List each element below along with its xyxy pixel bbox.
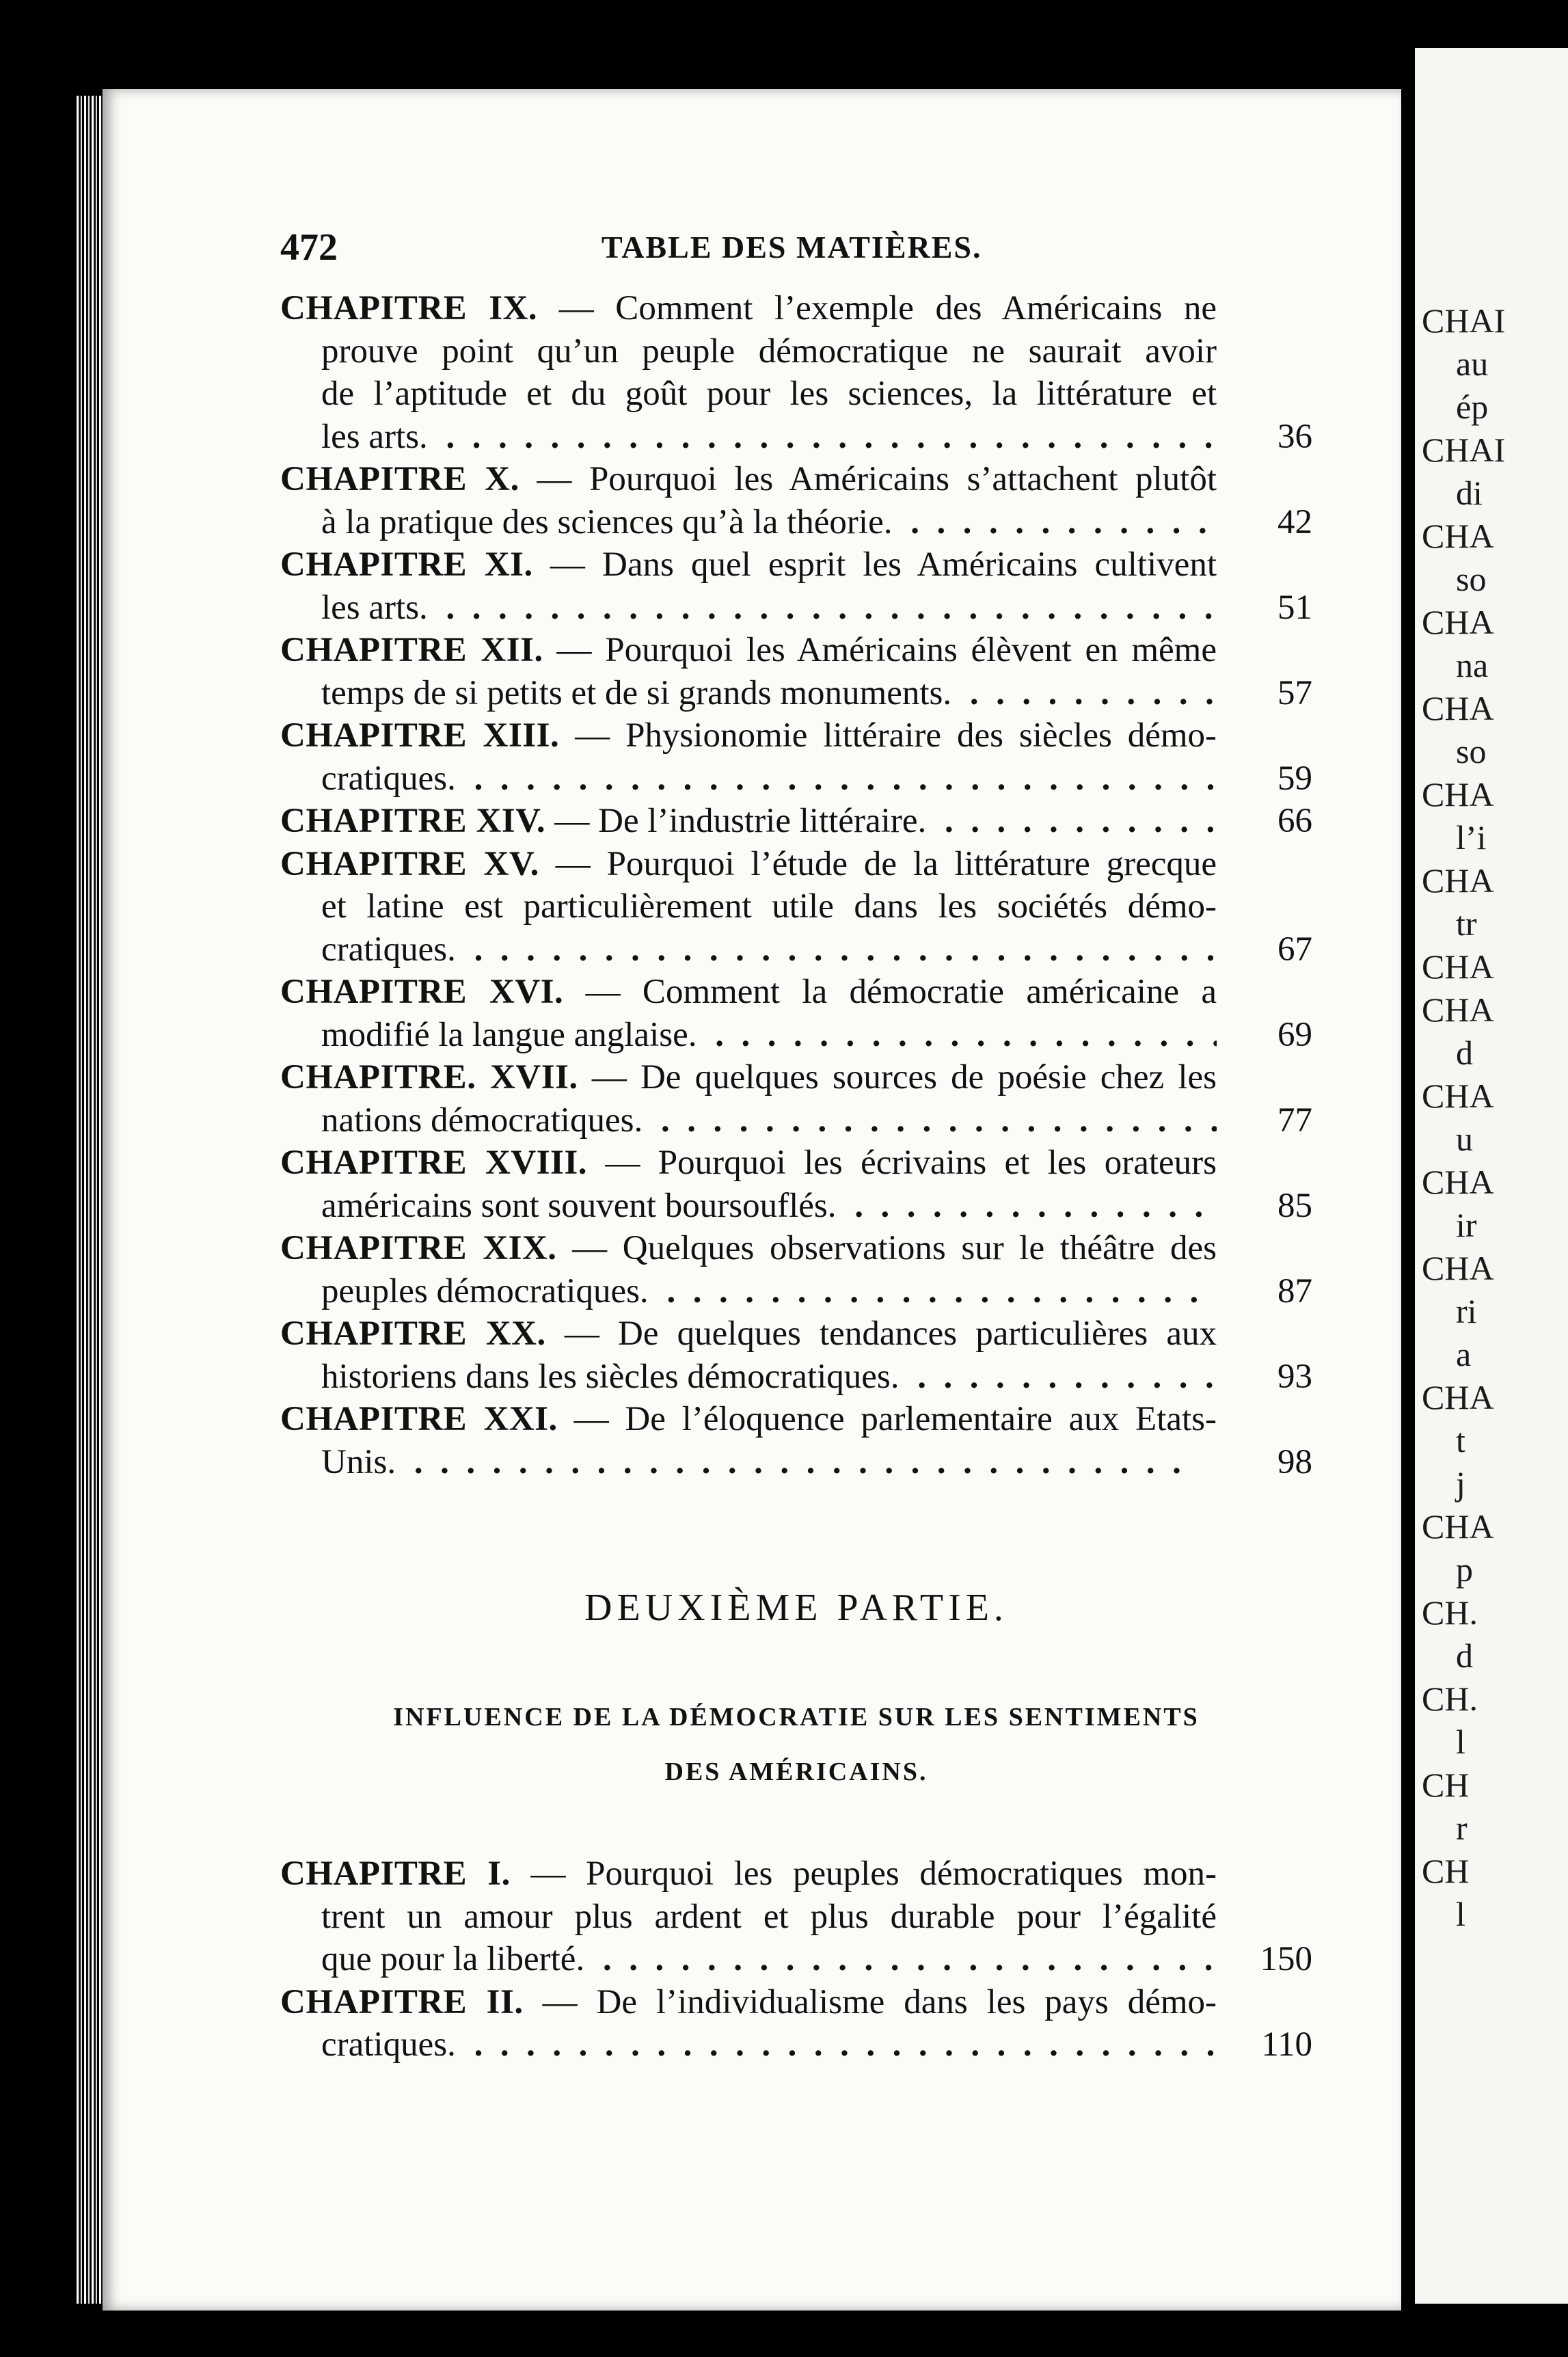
chapter-title-text: et latine est particulièrement utile dans les sociétés démo-: [321, 887, 1217, 926]
facing-page-fragment: l’i: [1456, 818, 1487, 857]
page-reference: 93: [1278, 1357, 1312, 1396]
chapter-heading: CHAPITRE. XVII.: [280, 1058, 578, 1096]
toc-entry-line: [280, 1312, 1217, 1356]
facing-page-fragment: d: [1456, 1034, 1473, 1072]
page-reference: 85: [1278, 1186, 1312, 1225]
facing-page-fragment: CHA: [1422, 1378, 1494, 1416]
chapter-title-text: — De l’éloquence parlementaire aux Etats-: [573, 1400, 1217, 1438]
chapter-heading: CHAPITRE XXI.: [280, 1400, 558, 1438]
dot-leader: [706, 1014, 1217, 1057]
toc-entry-line: [280, 1142, 1217, 1185]
chapter-title-text: Unis.: [321, 1442, 396, 1481]
toc-entry: [280, 1227, 1312, 1312]
toc-entry: [280, 1312, 1312, 1398]
facing-page-fragment: CHA: [1422, 861, 1494, 900]
page-reference: 57: [1278, 673, 1312, 712]
chapter-heading: CHAPITRE XV.: [280, 844, 539, 883]
facing-page-fragment: CH.: [1422, 1593, 1478, 1632]
chapter-heading: CHAPITRE I.: [280, 1855, 511, 1893]
facing-page-fragment: CHA: [1422, 689, 1494, 727]
facing-page-fragment: t: [1456, 1421, 1465, 1459]
page-reference: 87: [1278, 1271, 1312, 1310]
toc-entry-line: [280, 1853, 1217, 1896]
facing-page-fragment: ép: [1456, 388, 1489, 426]
chapter-title-text: — Pourquoi les écrivains et les orateurs: [605, 1144, 1217, 1182]
facing-page-fragment: CHA: [1422, 517, 1494, 555]
chapter-title-text: cratiques.: [321, 2025, 456, 2064]
page-reference: 42: [1278, 502, 1312, 541]
toc-entry-line: [280, 885, 1217, 928]
toc-entry-line: [280, 971, 1217, 1014]
chapter-title-text: que pour la liberté.: [321, 1940, 585, 1978]
facing-page-fragment: CH: [1422, 1766, 1470, 1804]
chapter-heading: CHAPITRE IX.: [280, 289, 538, 327]
toc-entry: [280, 629, 1312, 714]
chapter-title-text: — Pourquoi les Américains s’attachent plutôt: [537, 460, 1217, 498]
facing-page-fragment: CHA: [1422, 603, 1494, 641]
chapter-title-text: prouve point qu’un peuple démocratique ne saurait avoir: [321, 332, 1217, 371]
toc-entry-line: [280, 1981, 1217, 2024]
chapter-heading: CHAPITRE XII.: [280, 631, 543, 669]
chapter-title-text: à la pratique des sciences qu’à la théorie.: [321, 502, 893, 541]
toc-entry: [280, 543, 1312, 629]
facing-page-fragment: u: [1456, 1120, 1473, 1158]
toc-entry: [280, 1056, 1312, 1142]
toc-entry-line: [280, 1056, 1217, 1099]
facing-page-fragment: CHAI: [1422, 301, 1506, 340]
page-reference: 150: [1260, 1940, 1312, 1978]
page-reference: 59: [1278, 759, 1312, 798]
dot-leader: [902, 501, 1217, 544]
chapter-title-text: — Physionomie littéraire des siècles démo-: [575, 716, 1217, 755]
page-reference: 69: [1278, 1015, 1312, 1054]
dot-leader: [465, 2023, 1217, 2066]
chapter-title-text: — Dans quel esprit les Américains cultivent: [550, 546, 1217, 584]
chapter-title-text: — De quelques sources de poésie chez les: [591, 1058, 1217, 1096]
dot-leader: [961, 672, 1217, 715]
dot-leader: [405, 1441, 1217, 1484]
facing-page-fragment: so: [1456, 560, 1487, 598]
toc-entry: [280, 458, 1312, 543]
facing-page-fragment: CHA: [1422, 775, 1494, 813]
toc-entry-line: [280, 1896, 1217, 1939]
chapter-title-text: les arts.: [321, 588, 428, 627]
part-title: DEUXIÈME PARTIE.: [584, 1587, 1008, 1629]
toc-entry: [280, 714, 1312, 800]
toc-entry: [280, 1981, 1312, 2066]
facing-page-fragment: CHA: [1422, 1077, 1494, 1115]
running-title: TABLE DES MATIÈRES.: [601, 230, 982, 265]
part-subtitle-line-2: DES AMÉRICAINS.: [664, 1757, 928, 1786]
facing-page-fragment: d: [1456, 1637, 1473, 1675]
chapter-title-text: — Pourquoi l’étude de la littérature grecque: [555, 844, 1217, 883]
facing-page-fragment: tr: [1456, 904, 1477, 943]
page-reference: 67: [1278, 930, 1312, 969]
chapter-heading: CHAPITRE X.: [280, 460, 519, 498]
toc-entry-last-line: [280, 1356, 1312, 1399]
dot-leader: [465, 757, 1217, 800]
toc-entry-line: [280, 843, 1217, 886]
dot-leader: [909, 1356, 1217, 1399]
dot-leader: [652, 1099, 1217, 1142]
facing-page-fragment: CHA: [1422, 991, 1494, 1029]
toc-entry-line: [280, 1398, 1217, 1441]
toc-entry-line: [280, 458, 1217, 501]
toc-entry-line: [280, 543, 1217, 587]
chapter-title-text: modifié la langue anglaise.: [321, 1015, 697, 1054]
page-number: 472: [280, 226, 338, 269]
page-reference: 77: [1278, 1101, 1312, 1140]
running-head: [280, 226, 1312, 273]
chapter-heading: CHAPITRE XX.: [280, 1315, 546, 1353]
facing-page-fragment: ir: [1456, 1206, 1477, 1244]
toc-entry: [280, 800, 1312, 843]
dot-leader: [658, 1270, 1217, 1313]
chapter-heading: CHAPITRE XVI.: [280, 973, 564, 1011]
chapter-title-text: cratiques.: [321, 930, 456, 969]
facing-page-fragment: j: [1456, 1464, 1465, 1503]
toc-entry-last-line: [280, 672, 1312, 715]
toc-entry-last-line: [280, 2023, 1312, 2066]
chapter-title-text: nations démocratiques.: [321, 1101, 643, 1140]
facing-page-fragment: a: [1456, 1335, 1472, 1373]
page-reference: 110: [1261, 2025, 1312, 2064]
toc-entry: [280, 1142, 1312, 1227]
toc-entry-line: [280, 629, 1217, 672]
toc-entry-last-line: [280, 587, 1312, 630]
facing-page-fragment: CH: [1422, 1852, 1470, 1890]
chapter-heading: CHAPITRE XVIII.: [280, 1144, 588, 1182]
chapter-title-text: — De quelques tendances particulières aux: [564, 1315, 1217, 1353]
chapter-heading: CHAPITRE XIV.: [280, 802, 555, 840]
chapter-heading: CHAPITRE XIII.: [280, 716, 560, 755]
chapter-title-text: les arts.: [321, 417, 428, 456]
toc-entry-last-line: [280, 501, 1312, 544]
chapter-heading: CHAPITRE XI.: [280, 546, 533, 584]
chapter-title-text: — Pourquoi les peuples démocratiques mon-: [530, 1855, 1217, 1893]
facing-page-fragment: na: [1456, 646, 1489, 684]
chapter-title-text: historiens dans les siècles démocratiques.: [321, 1357, 900, 1396]
toc-entry-last-line: [280, 757, 1312, 800]
table-of-contents-part-two: [280, 1853, 1312, 2066]
dot-leader: [594, 1938, 1217, 1981]
facing-page-fragment: CHAI: [1422, 431, 1506, 469]
facing-page-fragment: l: [1456, 1895, 1465, 1933]
facing-page-fragment: CHA: [1422, 1249, 1494, 1287]
dot-leader: [437, 416, 1217, 459]
toc-entry-last-line: [280, 1185, 1312, 1228]
page-reference: 36: [1278, 417, 1312, 456]
facing-page-fragment: CHA: [1422, 1507, 1494, 1546]
chapter-heading: CHAPITRE XIX.: [280, 1229, 557, 1267]
facing-page-fragment: CHA: [1422, 1163, 1494, 1201]
page-reference: 51: [1278, 588, 1312, 627]
chapter-title-text: temps de si petits et de si grands monuments.: [321, 673, 952, 712]
toc-entry: [280, 1398, 1312, 1483]
toc-entry: [280, 287, 1312, 458]
chapter-title-text: — Quelques observations sur le théâtre des: [572, 1229, 1217, 1267]
toc-entry-line: [280, 714, 1217, 757]
facing-page-fragment: l: [1456, 1723, 1465, 1761]
part-subtitle-line-1: INFLUENCE DE LA DÉMOCRATIE SUR LES SENTIMENTS: [393, 1703, 1200, 1732]
table-of-contents-part-one: [280, 287, 1312, 1483]
toc-entry-last-line: [280, 416, 1312, 459]
toc-entry: [280, 1853, 1312, 1981]
toc-entry-line: [280, 1227, 1217, 1270]
chapter-title-text: de l’aptitude et du goût pour les sciences, la littérature et: [321, 375, 1217, 413]
chapter-title-text: américains sont souvent boursouflés.: [321, 1186, 837, 1225]
facing-page-fragment: p: [1456, 1550, 1473, 1589]
chapter-title-text: — Comment la démocratie américaine a: [585, 973, 1217, 1011]
facing-page-fragment: CHA: [1422, 947, 1494, 986]
facing-page-fragment: r: [1456, 1809, 1468, 1847]
facing-page-fragment: ri: [1456, 1292, 1477, 1330]
chapter-title-text: — De l’individualisme dans les pays démo-: [542, 1982, 1217, 2021]
facing-page-fragment: au: [1456, 345, 1489, 383]
toc-entry-last-line: [280, 1270, 1312, 1313]
page-reference: 98: [1278, 1442, 1312, 1481]
facing-page-fragment: so: [1456, 732, 1487, 770]
toc-entry-last-line: [280, 1938, 1312, 1981]
page-reference: 66: [1278, 802, 1312, 840]
toc-entry-last-line: [280, 1441, 1312, 1484]
toc-entry-line: [280, 373, 1217, 416]
facing-page-fragment: di: [1456, 474, 1483, 512]
dot-leader: [465, 928, 1217, 971]
dot-leader: [437, 587, 1217, 630]
chapter-title-text: cratiques.: [321, 759, 456, 798]
chapter-title-text: peuples démocratiques.: [321, 1271, 649, 1310]
dot-leader: [846, 1185, 1217, 1228]
chapter-title-text: — De l’industrie littéraire.: [554, 802, 927, 840]
facing-page: [1415, 48, 1568, 2304]
chapter-title-text: — Pourquoi les Américains élèvent en même: [556, 631, 1217, 669]
toc-entry-last-line: [280, 1014, 1312, 1057]
toc-entry-line: [280, 287, 1217, 330]
dot-leader: [936, 800, 1217, 843]
toc-entry: [280, 843, 1312, 971]
toc-entry-last-line: [280, 928, 1312, 971]
toc-entry-last-line: [280, 800, 1312, 843]
toc-entry: [280, 971, 1312, 1056]
chapter-title-text: — Comment l’exemple des Américains ne: [558, 289, 1217, 327]
toc-entry-last-line: [280, 1099, 1312, 1142]
facing-page-fragment: CH.: [1422, 1680, 1478, 1718]
chapter-heading: CHAPITRE II.: [280, 1982, 524, 2021]
toc-entry-line: [280, 330, 1217, 373]
chapter-title-text: trent un amour plus ardent et plus durable pour l’égalité: [321, 1897, 1217, 1936]
